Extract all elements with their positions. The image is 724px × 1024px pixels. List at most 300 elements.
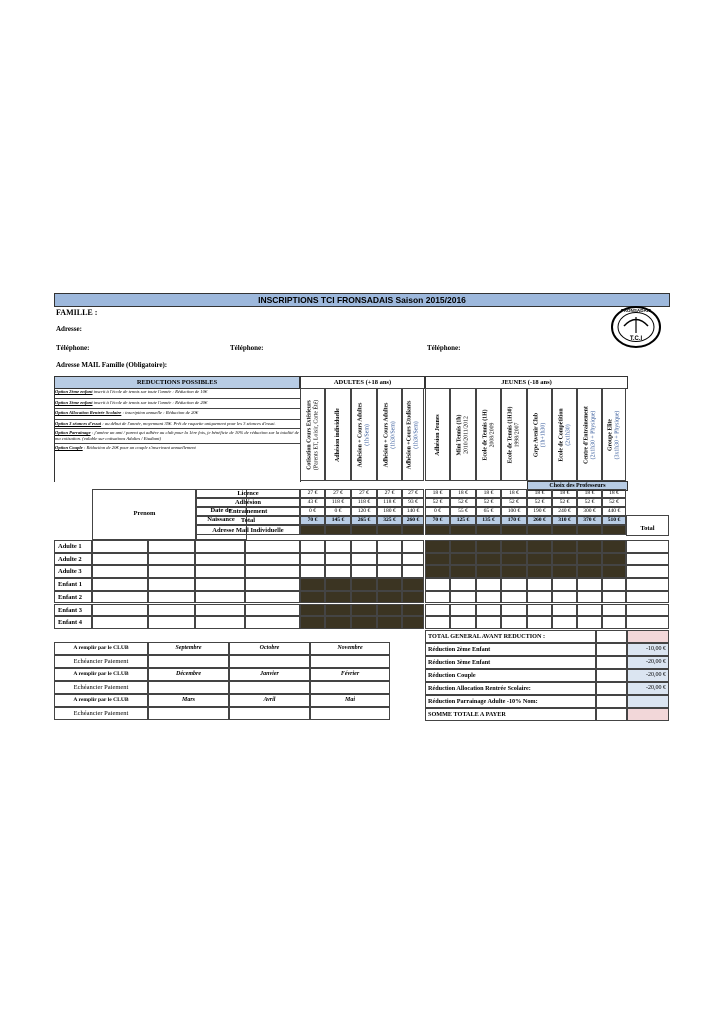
reductions-list <box>54 388 301 482</box>
schedule-month-cell: Janvier <box>229 668 310 681</box>
fee-cell: 0 € <box>300 507 325 516</box>
fee-cell: 52 € <box>577 498 602 507</box>
member-choice-cell <box>527 591 552 604</box>
member-mail <box>245 578 300 591</box>
member-prenom <box>92 553 148 566</box>
telephone-label-1: Téléphone: <box>56 344 90 352</box>
summary-spacer <box>596 656 627 669</box>
member-prenom <box>92 616 148 629</box>
member-choice-cell <box>476 604 501 617</box>
reduction-text-4: : au début de l'année, moyennant 35€. Prêt de raquette uniquement pour les 3 séances d'essai. <box>101 420 276 426</box>
summary-value <box>627 708 669 721</box>
schedule-row-label: A remplir par le CLUB <box>54 694 148 707</box>
fee-cell: 55 € <box>450 507 476 516</box>
column-header-12 <box>577 388 602 481</box>
date-naissance-header: Date de Naissance <box>207 507 235 523</box>
column-subtitle-5: (1h30/Sem) <box>413 420 419 449</box>
column-header-13 <box>602 388 626 481</box>
member-choice-cell <box>476 540 501 553</box>
member-date <box>195 553 245 566</box>
member-choice-cell <box>577 553 602 566</box>
member-prenom-2 <box>148 540 195 553</box>
fee-cell: 120 € <box>351 507 377 516</box>
member-label: Adulte 2 <box>54 553 92 566</box>
schedule-month-cell <box>310 655 390 668</box>
mail-cell <box>450 525 476 535</box>
member-choice-cell <box>351 578 377 591</box>
summary-label: Réduction 2ème Enfant <box>425 643 596 656</box>
member-total <box>626 616 669 629</box>
schedule-month-cell <box>148 707 229 720</box>
column-subtitle-9: 1998/2007 <box>514 422 520 447</box>
page-title: INSCRIPTIONS TCI FRONSADAIS Saison 2015/2016 <box>54 293 670 307</box>
schedule-month-cell: Décembre <box>148 668 229 681</box>
member-choice-cell <box>377 578 402 591</box>
summary-spacer <box>596 695 627 708</box>
adultes-header: ADULTES (+18 ans) <box>300 376 425 389</box>
member-label: Enfant 4 <box>54 616 92 629</box>
member-choice-cell <box>501 604 527 617</box>
schedule-row-label: Echéancier Paiement <box>54 707 148 720</box>
reduction-text-5: : j'amène un ami / parent qui adhère au club pour la 1ère fois, je bénéficie de 10% de réduction sur la totalité de ma cotisation. (valable sur cotisations Adultes / Etudiant) <box>55 430 299 441</box>
fee-cell: 118 € <box>351 498 377 507</box>
fee-cell: 18 € <box>527 489 552 498</box>
column-title-12: Centre d'Entrainement <box>583 405 589 464</box>
member-prenom-2 <box>148 578 195 591</box>
reduction-text-3: : inscription annuelle : Réduction de 20€ <box>121 410 199 416</box>
member-mail <box>245 553 300 566</box>
fee-cell: 18 € <box>425 489 450 498</box>
fee-cell: 125 € <box>450 516 476 525</box>
member-choice-cell <box>402 565 424 578</box>
schedule-row-label: A remplir par le CLUB <box>54 642 148 655</box>
column-title-5: Adhésion +Cours Etudiants <box>406 400 413 469</box>
member-choice-cell <box>300 591 325 604</box>
fee-cell: 510 € <box>602 516 626 525</box>
member-label: Adulte 1 <box>54 540 92 553</box>
schedule-month-cell <box>310 707 390 720</box>
member-prenom <box>92 591 148 604</box>
fee-cell: 27 € <box>402 489 424 498</box>
member-label: Enfant 2 <box>54 591 92 604</box>
member-choice-cell <box>501 616 527 629</box>
fee-row-label: Licence <box>196 489 300 498</box>
fee-cell: 18 € <box>602 489 626 498</box>
registration-sheet <box>54 293 670 723</box>
member-choice-cell <box>450 553 476 566</box>
mail-individuelle-label: Adresse Mail Individuelle <box>196 525 300 535</box>
member-mail <box>245 616 300 629</box>
mail-cell <box>377 525 402 535</box>
column-subtitle-11: (2x1h30) <box>564 423 571 446</box>
member-prenom <box>92 604 148 617</box>
fee-cell: 27 € <box>377 489 402 498</box>
summary-spacer <box>596 630 627 643</box>
member-choice-cell <box>402 540 424 553</box>
member-choice-cell <box>602 591 626 604</box>
member-choice-cell <box>402 616 424 629</box>
member-choice-cell <box>527 578 552 591</box>
fee-cell: 52 € <box>527 498 552 507</box>
club-logo <box>610 305 662 349</box>
column-subtitle-12: (2x1h30 + Physique) <box>589 410 596 459</box>
summary-spacer <box>596 708 627 721</box>
member-choice-cell <box>300 540 325 553</box>
schedule-month-cell: Octobre <box>229 642 310 655</box>
summary-value <box>627 630 669 643</box>
fee-row-label: Entrainement <box>196 507 300 516</box>
column-header-1 <box>300 388 325 481</box>
famille-label: FAMILLE : <box>56 308 98 317</box>
member-choice-cell <box>577 540 602 553</box>
reduction-name-3: Option Allocation Rentrée Scolaire <box>55 410 122 416</box>
member-choice-cell <box>425 604 450 617</box>
member-choice-cell <box>300 553 325 566</box>
column-header-3 <box>351 388 377 481</box>
column-header-9 <box>501 388 527 481</box>
member-date <box>195 540 245 553</box>
fee-cell: 135 € <box>476 516 501 525</box>
schedule-month-cell <box>229 655 310 668</box>
member-choice-cell <box>552 553 577 566</box>
fee-cell: 145 € <box>325 516 351 525</box>
member-total <box>626 540 669 553</box>
column-header-8 <box>476 388 501 481</box>
schedule-month-cell <box>310 681 390 694</box>
column-header-4 <box>377 388 402 481</box>
member-choice-cell <box>425 540 450 553</box>
mail-cell <box>476 525 501 535</box>
column-title-9: Ecole de Tennis (1H30) <box>507 406 514 463</box>
member-choice-cell <box>377 604 402 617</box>
telephone-label-2: Téléphone: <box>230 344 264 352</box>
member-choice-cell <box>425 565 450 578</box>
column-header-11 <box>552 388 577 481</box>
schedule-month-cell <box>148 681 229 694</box>
member-choice-cell <box>602 616 626 629</box>
column-subtitle-8: 2008/2009 <box>488 422 495 447</box>
member-choice-cell <box>450 540 476 553</box>
adresse-label: Adresse: <box>56 325 82 333</box>
schedule-month-cell: Septembre <box>148 642 229 655</box>
column-title-2: Adhésion individuelle <box>334 407 341 462</box>
column-subtitle-3: (1h/Sem) <box>364 423 370 446</box>
summary-label: TOTAL GENERAL AVANT REDUCTION : <box>425 630 596 643</box>
summary-value: -20,00 € <box>627 682 669 695</box>
schedule-month-cell: Février <box>310 668 390 681</box>
member-choice-cell <box>527 553 552 566</box>
fee-cell: 65 € <box>476 507 501 516</box>
summary-spacer <box>596 682 627 695</box>
member-choice-cell <box>325 591 351 604</box>
summary-value <box>627 695 669 708</box>
column-title-6: Adhésion Jeunes <box>434 413 441 456</box>
member-mail <box>245 540 300 553</box>
member-prenom-2 <box>148 553 195 566</box>
member-choice-cell <box>552 565 577 578</box>
fee-cell: 118 € <box>325 498 351 507</box>
reduction-name-6: Option Couple <box>55 444 83 450</box>
column-title-7: Mini Tennis (1h) <box>456 414 463 455</box>
member-choice-cell <box>552 591 577 604</box>
fee-cell: 325 € <box>377 516 402 525</box>
column-title-3: Adhésion + Cours Adultes <box>357 402 364 467</box>
fee-cell: 52 € <box>476 498 501 507</box>
column-title-13: Groupe Elite <box>607 418 614 451</box>
member-date <box>195 565 245 578</box>
schedule-month-cell <box>148 655 229 668</box>
column-subtitle-7: 2010/2011/2012 <box>463 415 469 454</box>
fee-cell: 70 € <box>300 516 325 525</box>
logo-top-text: FRONSADAIS <box>620 307 652 313</box>
choix-professeurs: Choix des Professeurs <box>527 481 628 491</box>
member-choice-cell <box>476 591 501 604</box>
member-choice-cell <box>351 604 377 617</box>
summary-label: Réduction Allocation Rentrée Scolaire: <box>425 682 596 695</box>
mail-cell <box>425 525 450 535</box>
member-prenom-2 <box>148 616 195 629</box>
summary-spacer <box>596 643 627 656</box>
member-choice-cell <box>577 591 602 604</box>
summary-value: -20,00 € <box>627 656 669 669</box>
summary-spacer <box>596 669 627 682</box>
mail-cell <box>325 525 351 535</box>
member-choice-cell <box>527 604 552 617</box>
member-prenom <box>92 540 148 553</box>
member-choice-cell <box>402 591 424 604</box>
column-header-6 <box>425 388 450 481</box>
mail-cell <box>300 525 325 535</box>
total-column-header: Total <box>640 525 655 532</box>
member-choice-cell <box>450 565 476 578</box>
summary-label: SOMME TOTALE A PAYER <box>425 708 596 721</box>
mail-famille-label: Adresse MAIL Famille (Obligatoire): <box>56 361 168 369</box>
member-choice-cell <box>325 553 351 566</box>
member-choice-cell <box>377 616 402 629</box>
fee-cell: 240 € <box>552 507 577 516</box>
member-choice-cell <box>402 578 424 591</box>
member-choice-cell <box>602 604 626 617</box>
member-choice-cell <box>377 553 402 566</box>
member-choice-cell <box>325 604 351 617</box>
column-subtitle-10: (1h+1h30) <box>539 422 546 447</box>
reduction-name-4: Option 3 séances d'essai <box>55 420 102 426</box>
member-choice-cell <box>577 578 602 591</box>
schedule-month-cell: Mai <box>310 694 390 707</box>
member-choice-cell <box>325 540 351 553</box>
fee-cell: 93 € <box>402 498 424 507</box>
member-mail <box>245 565 300 578</box>
member-choice-cell <box>425 591 450 604</box>
member-choice-cell <box>300 578 325 591</box>
mail-cell <box>402 525 424 535</box>
member-mail <box>245 591 300 604</box>
fee-cell: 180 € <box>377 507 402 516</box>
fee-cell: 18 € <box>450 489 476 498</box>
mail-cell <box>602 525 626 535</box>
member-choice-cell <box>527 540 552 553</box>
member-choice-cell <box>377 540 402 553</box>
summary-value: -20,00 € <box>627 669 669 682</box>
fee-cell: 27 € <box>325 489 351 498</box>
member-prenom <box>92 565 148 578</box>
reduction-name-1: Option 2ème enfant <box>55 389 93 394</box>
column-title-4: Adhésion + Cours Adultes <box>383 402 389 467</box>
member-choice-cell <box>577 565 602 578</box>
member-choice-cell <box>300 604 325 617</box>
member-choice-cell <box>577 616 602 629</box>
member-choice-cell <box>300 616 325 629</box>
member-choice-cell <box>501 578 527 591</box>
member-prenom <box>92 578 148 591</box>
member-choice-cell <box>300 565 325 578</box>
fee-cell: 27 € <box>300 489 325 498</box>
fee-cell: 118 € <box>377 498 402 507</box>
schedule-month-cell: Novembre <box>310 642 390 655</box>
column-header-2 <box>325 388 351 481</box>
member-choice-cell <box>351 540 377 553</box>
logo-bottom-text: T.C.I <box>629 336 643 342</box>
column-title-10: Grpe Avenir Club <box>533 412 539 457</box>
member-choice-cell <box>552 604 577 617</box>
fee-cell: 52 € <box>552 498 577 507</box>
member-choice-cell <box>476 565 501 578</box>
reduction-text-1: inscrit à l'école de tennis sur toute l'année : Réduction de 10€ <box>92 389 208 394</box>
member-choice-cell <box>377 565 402 578</box>
member-label: Enfant 3 <box>54 604 92 617</box>
reduction-text-2: inscrit à l'école de tennis sur toute l'année : Réduction de 20€ <box>92 399 208 405</box>
fee-cell: 52 € <box>602 498 626 507</box>
fee-cell: 265 € <box>351 516 377 525</box>
fee-cell: 18 € <box>476 489 501 498</box>
member-choice-cell <box>351 553 377 566</box>
reductions-header: REDUCTIONS POSSIBLES <box>54 376 300 389</box>
member-choice-cell <box>402 553 424 566</box>
member-choice-cell <box>501 553 527 566</box>
member-choice-cell <box>501 540 527 553</box>
member-choice-cell <box>602 553 626 566</box>
member-label: Adulte 3 <box>54 565 92 578</box>
fee-cell: 18 € <box>552 489 577 498</box>
summary-label: Réduction Couple <box>425 669 596 682</box>
member-choice-cell <box>325 616 351 629</box>
mail-cell <box>527 525 552 535</box>
fee-cell: 260 € <box>402 516 424 525</box>
member-choice-cell <box>450 591 476 604</box>
member-choice-cell <box>552 540 577 553</box>
fee-cell: 0 € <box>325 507 351 516</box>
mail-cell <box>501 525 527 535</box>
member-choice-cell <box>351 616 377 629</box>
fee-cell: 440 € <box>602 507 626 516</box>
member-total <box>626 591 669 604</box>
member-choice-cell <box>527 565 552 578</box>
member-choice-cell <box>450 604 476 617</box>
column-title-11: Ecole de Compétition <box>558 407 564 462</box>
member-choice-cell <box>377 591 402 604</box>
member-choice-cell <box>450 578 476 591</box>
member-choice-cell <box>577 604 602 617</box>
fee-cell: 18 € <box>577 489 602 498</box>
member-date <box>195 616 245 629</box>
member-prenom-2 <box>148 591 195 604</box>
fee-cell: 140 € <box>402 507 424 516</box>
member-choice-cell <box>602 540 626 553</box>
column-header-10 <box>527 388 552 481</box>
member-choice-cell <box>527 616 552 629</box>
member-date <box>195 578 245 591</box>
summary-label: Réduction Parrainage Adulte -10% Nom: <box>425 695 596 708</box>
member-date <box>195 591 245 604</box>
member-mail <box>245 604 300 617</box>
fee-cell: 370 € <box>577 516 602 525</box>
schedule-month-cell <box>229 707 310 720</box>
prenom-header-cell <box>92 489 197 540</box>
member-prenom-2 <box>148 604 195 617</box>
column-header-5 <box>402 388 424 481</box>
schedule-row-label: Echéancier Paiement <box>54 681 148 694</box>
schedule-month-cell: Mars <box>148 694 229 707</box>
reduction-text-6: : Réduction de 20€ pour un couple s'inscrivant annuellement <box>82 444 196 450</box>
jeunes-header: JEUNES (-18 ans) <box>425 376 628 389</box>
column-subtitle-1: (Parents ET, Loisir, Carte Été) <box>312 399 319 470</box>
mail-cell <box>577 525 602 535</box>
member-total <box>626 604 669 617</box>
fee-cell: 52 € <box>501 498 527 507</box>
fee-row-label: Total <box>196 516 300 525</box>
member-choice-cell <box>552 616 577 629</box>
member-choice-cell <box>476 616 501 629</box>
fee-cell: 52 € <box>425 498 450 507</box>
member-choice-cell <box>552 578 577 591</box>
fee-cell: 70 € <box>425 516 450 525</box>
member-total <box>626 578 669 591</box>
member-choice-cell <box>325 565 351 578</box>
member-total <box>626 553 669 566</box>
column-header-7 <box>450 388 476 481</box>
member-choice-cell <box>425 553 450 566</box>
member-choice-cell <box>402 604 424 617</box>
member-total <box>626 565 669 578</box>
member-prenom-2 <box>148 565 195 578</box>
member-choice-cell <box>501 591 527 604</box>
fee-row-label: Adhésion <box>196 498 300 507</box>
member-choice-cell <box>450 616 476 629</box>
column-title-1: Cotisation Cours Extérieurs <box>306 399 312 470</box>
fee-cell: 260 € <box>527 516 552 525</box>
column-subtitle-13: (3x1h30 + Physique) <box>614 410 620 459</box>
member-choice-cell <box>425 616 450 629</box>
fee-cell: 170 € <box>501 516 527 525</box>
member-choice-cell <box>602 578 626 591</box>
member-choice-cell <box>325 578 351 591</box>
fee-cell: 300 € <box>577 507 602 516</box>
schedule-row-label: A remplir par le CLUB <box>54 668 148 681</box>
telephone-label-3: Téléphone: <box>427 344 461 352</box>
fee-cell: 310 € <box>552 516 577 525</box>
schedule-row-label: Echéancier Paiement <box>54 655 148 668</box>
fee-cell: 190 € <box>527 507 552 516</box>
member-choice-cell <box>602 565 626 578</box>
member-choice-cell <box>425 578 450 591</box>
summary-label: Réduction 3ème Enfant <box>425 656 596 669</box>
member-choice-cell <box>476 578 501 591</box>
fee-cell: 0 € <box>425 507 450 516</box>
reduction-name-5: Option Parrainage <box>55 430 91 436</box>
member-choice-cell <box>351 591 377 604</box>
schedule-month-cell <box>229 681 310 694</box>
schedule-month-cell: Avril <box>229 694 310 707</box>
